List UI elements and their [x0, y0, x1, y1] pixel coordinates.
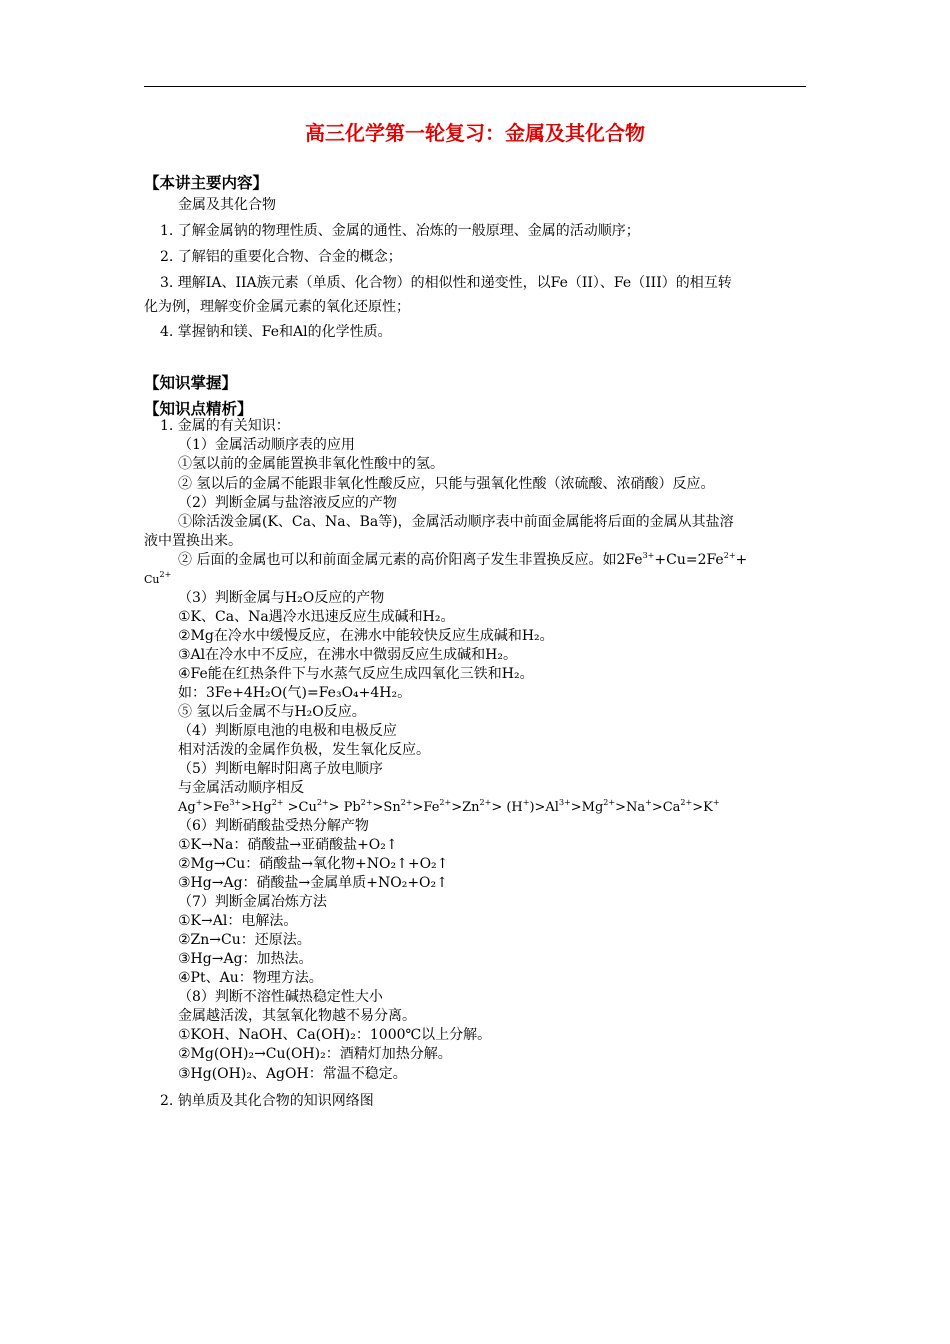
- p3-c: ③Al在冷水中不反应，在沸水中微弱反应生成碱和H₂。: [178, 647, 517, 663]
- section-knowledge-heading: 【知识掌握】: [144, 374, 238, 392]
- p1-heading: （1）金属活动顺序表的应用: [178, 437, 355, 453]
- p8-b: ①KOH、NaOH、Ca(OH)₂：1000℃以上分解。: [178, 1027, 492, 1043]
- header-rule: [144, 86, 806, 87]
- p5-heading: （5）判断电解时阳离子放电顺序: [178, 761, 383, 777]
- p6-a: ①K→Na：硝酸盐→亚硝酸盐+O₂↑: [178, 837, 398, 853]
- p6-heading: （6）判断硝酸盐受热分解产物: [178, 818, 369, 834]
- main-item-3: 3. 理解IA、IIA族元素（单质、化合物）的相似性和递变性，以Fe（II）、Fe（III）的相互转: [160, 275, 732, 291]
- p5-a: 与金属活动顺序相反: [178, 780, 304, 796]
- p8-d: ③Hg(OH)₂、AgOH：常温不稳定。: [178, 1066, 407, 1082]
- p3-f: ⑤ 氢以后金属不与H₂O反应。: [178, 704, 366, 720]
- p8-a: 金属越活泼，其氢氧化物越不易分离。: [178, 1008, 416, 1024]
- p2-heading: （2）判断金属与盐溶液反应的产物: [178, 495, 397, 511]
- p1-a: ①氢以前的金属能置换非氧化性酸中的氢。: [178, 456, 444, 472]
- p3-d: ④Fe能在红热条件下与水蒸气反应生成四氧化三铁和H₂。: [178, 666, 534, 682]
- main-item-4: 4. 掌握钠和镁、Fe和Al的化学性质。: [160, 324, 392, 340]
- point-1: 1. 金属的有关知识：: [160, 418, 290, 434]
- p3-e: 如：3Fe+4H₂O(气)=Fe₃O₄+4H₂。: [178, 685, 412, 701]
- p2-a: ①除活泼金属(K、Ca、Na、Ba等)，金属活动顺序表中前面金属能将后面的金属从其盐溶: [178, 514, 734, 530]
- p2-b: ② 后面的金属也可以和前面金属元素的高价阳离子发生非置换反应。如$2Fe^{3+}+Cu=2Fe^{2+}+$: [178, 551, 748, 568]
- point-2: 2. 钠单质及其化合物的知识网络图: [160, 1093, 374, 1109]
- p6-b: ②Mg→Cu：硝酸盐→氧化物+NO₂↑+O₂↑: [178, 856, 449, 872]
- main-intro: 金属及其化合物: [178, 197, 276, 213]
- section-main-heading: 【本讲主要内容】: [144, 174, 269, 192]
- p3-a: ①K、Ca、Na遇冷水迅速反应生成碱和H₂。: [178, 609, 455, 625]
- p6-c: ③Hg→Ag：硝酸盐→金属单质+NO₂+O₂↑: [178, 875, 448, 891]
- p4-heading: （4）判断原电池的电极和电极反应: [178, 723, 397, 739]
- p8-heading: （8）判断不溶性碱热稳定性大小: [178, 989, 383, 1005]
- p4-a: 相对活泼的金属作负极，发生氧化反应。: [178, 742, 430, 758]
- page-title: 高三化学第一轮复习：金属及其化合物: [305, 121, 645, 145]
- section-knowledge-subheading: 【知识点精析】: [144, 400, 253, 418]
- p8-c: ②Mg(OH)₂→Cu(OH)₂：酒精灯加热分解。: [178, 1046, 452, 1062]
- p7-heading: （7）判断金属冶炼方法: [178, 894, 327, 910]
- p7-a: ①K→Al：电解法。: [178, 913, 298, 929]
- p3-b: ②Mg在冷水中缓慢反应，在沸水中能较快反应生成碱和H₂。: [178, 628, 554, 644]
- p7-b: ②Zn→Cu：还原法。: [178, 932, 311, 948]
- p2-b-cont: $Cu^{2+}$: [144, 570, 172, 586]
- p5-order: $Ag^+>Fe^{3+}>Hg^{2+} >Cu^{2+}> Pb^{2+}>Sn^{2+}>Fe^{2+}>Zn^{2+}> (H^+)>Al^{3+}>Mg^{2+}>Na^+>Ca^{2+}>K^+$: [178, 798, 720, 815]
- p3-heading: （3）判断金属与H₂O反应的产物: [178, 590, 385, 606]
- p7-d: ④Pt、Au：物理方法。: [178, 970, 323, 986]
- main-item-1: 1. 了解金属钠的物理性质、金属的通性、冶炼的一般原理、金属的活动顺序；: [160, 223, 640, 239]
- p2-a-cont: 液中置换出来。: [144, 533, 242, 549]
- p7-c: ③Hg→Ag：加热法。: [178, 951, 313, 967]
- main-item-3-cont: 化为例，理解变价金属元素的氧化还原性；: [144, 299, 410, 315]
- p1-b: ② 氢以后的金属不能跟非氧化性酸反应，只能与强氧化性酸（浓硫酸、浓硝酸）反应。: [178, 476, 715, 492]
- p2-b-text: ② 后面的金属也可以和前面金属元素的高价阳离子发生非置换反应。如2Fe: [178, 552, 643, 568]
- main-item-2: 2. 了解铝的重要化合物、合金的概念；: [160, 249, 402, 265]
